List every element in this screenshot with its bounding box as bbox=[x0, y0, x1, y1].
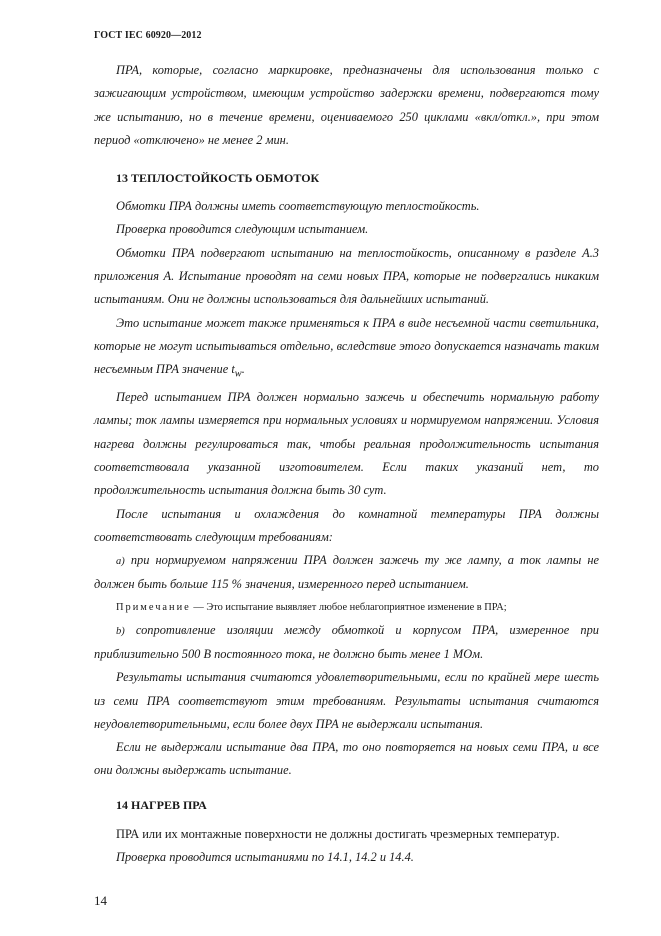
paragraph-after-test: После испытания и охлаждения до комнатной температуры ПРА должны соответствовать следующим требованиям: bbox=[94, 506, 599, 544]
paragraph-results: Результаты испытания считаются удовлетворительными, если по крайней мере шесть из семи ПРА соответствуют этим требованиям. Результаты испытания считаются неудовлетворительными, если более двух ПРА не выдержали испытания. bbox=[94, 670, 599, 731]
paragraph-verification: Проверка проводится следующим испытанием. bbox=[116, 222, 369, 237]
paragraph-heating-verification: Проверка проводится испытаниями по 14.1, 14.2 и 14.4. bbox=[116, 850, 414, 865]
paragraph-requirement: Обмотки ПРА должны иметь соответствующую теплостойкость. bbox=[116, 199, 480, 214]
document-body bbox=[94, 59, 599, 869]
paragraph-before-test: Перед испытанием ПРА должен нормально зажечь и обеспечить нормальную работу лампы; ток лампы измеряется при нормальных условиях и нормируемом напряжении. Условия нагрева должны регулироваться так, чтобы реальная продолжительность испытания соответствовала указанной изготовителем. Если таких указаний нет, то продолжительность испытания должна быть 30 сут. bbox=[94, 390, 599, 498]
page-number: 14 bbox=[94, 893, 107, 908]
paragraph-integral-ballast bbox=[94, 312, 599, 386]
document-header: ГОСТ IEC 60920—2012 bbox=[94, 30, 202, 41]
paragraph-retest: Если не выдержали испытание два ПРА, то оно повторяется на новых семи ПРА, и все они должны выдержать испытание. bbox=[94, 740, 599, 778]
paragraph-integral-ballast-end: . bbox=[241, 362, 245, 377]
list-item-b bbox=[94, 619, 599, 667]
paragraph-test-description: Обмотки ПРА подвергают испытанию на теплостойкость, описанному в разделе А.3 приложения А. Испытание проводят на семи новых ПРА, которые не подвергались никаким испытаниям. Они не должны использоваться для дальнейших испытаний. bbox=[94, 245, 599, 307]
paragraph-heating-requirement: ПРА или их монтажные поверхности не должны достигать чрезмерных температур. bbox=[116, 826, 560, 841]
paragraph-integral-ballast-text: Это испытание может также применяться к ПРА в виде несъемной части светильника, которые не могут испытываться отдельно, вследствие этого допускается назначать таким несъемным ПРА значение t bbox=[94, 315, 599, 377]
paragraph-ballast-timer: ПРА, которые, согласно маркировке, предназначены для использования только с зажигающим устройством, имеющим устройство задержки времени, подвергаются тому же испытанию, но в течение времени, оцениваемого 250 циклами «вкл/откл.», при этом период «отключено» не менее 2 мин. bbox=[94, 63, 599, 147]
note bbox=[94, 597, 599, 619]
list-item-a bbox=[94, 549, 599, 597]
tw-subscript: w bbox=[234, 368, 242, 380]
list-marker-b: b) bbox=[116, 625, 125, 637]
list-item-b-text: сопротивление изоляции между обмоткой и корпусом ПРА, измеренное при приблизительно 500 В постоянного тока, не должно быть менее 1 МОм. bbox=[94, 622, 599, 661]
list-item-a-text: при нормируемом напряжении ПРА должен зажечь ту же лампу, а ток лампы не должен быть больше 115 % значения, измеренного перед испытанием. bbox=[94, 553, 599, 592]
section-heading-14: 14 НАГРЕВ ПРА bbox=[116, 797, 207, 812]
list-marker-a: а) bbox=[116, 556, 125, 568]
section-heading-13: 13 ТЕПЛОСТОЙКОСТЬ ОБМОТОК bbox=[116, 171, 320, 186]
note-text: — Это испытание выявляет любое неблагоприятное изменение в ПРА; bbox=[193, 601, 507, 613]
note-label: Примечание bbox=[116, 601, 191, 613]
